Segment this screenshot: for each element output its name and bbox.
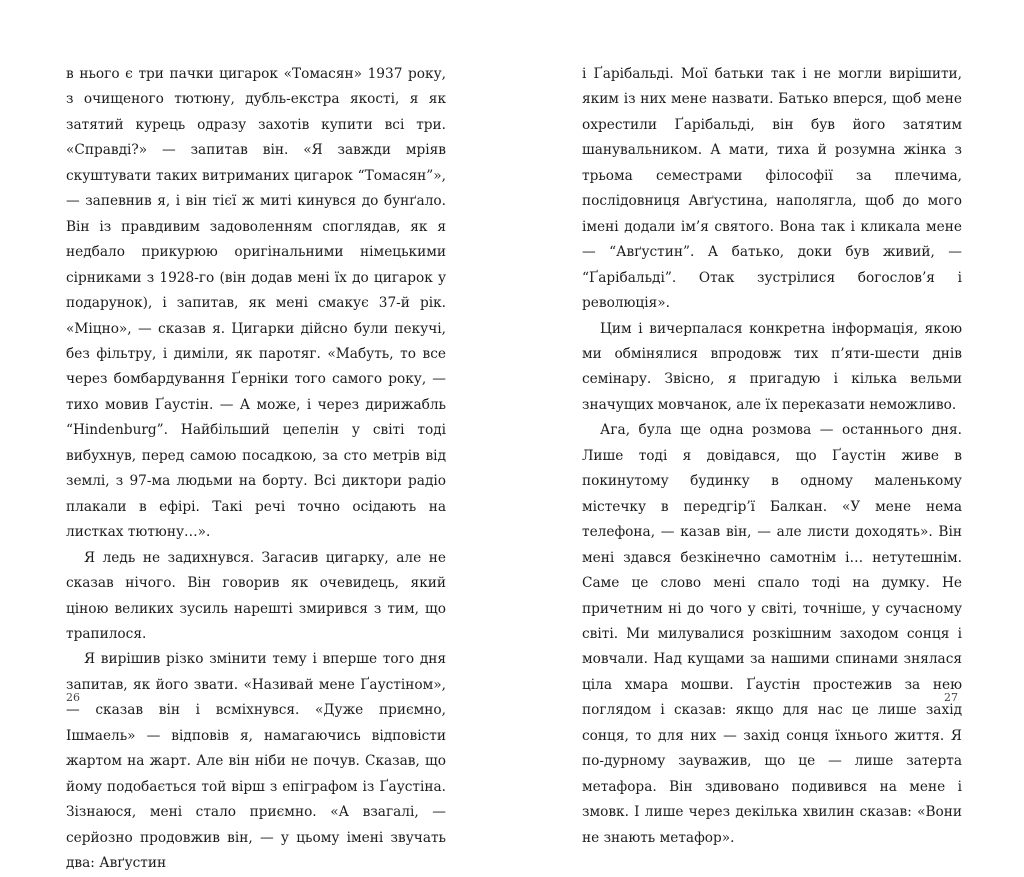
- right-paragraph-2: Цим і вичерпалася конкретна інформація, якою ми обмінялися впродовж тих п’яти-шести днів семінару. Звісно, я пригадую і кілька вельми значущих мовчанок, але їх переказати неможливо.: [582, 320, 962, 413]
- right-paragraph-3: Ага, була ще одна розмова — останнього дня. Лише тоді я довідався, що Ґаустін живе в покинутому будинку в одному маленькому містечку в передгір’ї Балкан. «У мене нема телефона, — казав він, — але листи доходять». Він мені здався безкінечно самотнім і… нетутешнім. Саме це слово мені спало тоді на думку. Не причетним ні до чого у світі, точніше, у сучасному світі. Ми милувалися розкішним заходом сонця і мовчали. Над кущами за нашими спинами знялася ціла хмара мошви. Ґаустін простежив за нею поглядом і сказав: якщо для нас це лише захід сонця, то для них — захід сонця їхнього життя. Я по-дурному зауважив, що це — лише затерта метафора. Він здивовано подивився на мене і змовк. І лише через декілька хвилин сказав: «Вони не знають метафор».: [582, 422, 962, 846]
- left-page-number: 26: [66, 691, 80, 704]
- left-paragraph-3: Я вирішив різко змінити тему і вперше того дня запитав, як його звати. «Називай мене Ґаустіном», — сказав він і всміхнувся. «Дуже приємно, Ішмаель» — відповів я, намагаючись відповісти жартом на жарт. Але він ніби не почув. Сказав, що йому подобається той вірш з епіграфом із Ґаустіна. Зізнаюся, мені стало приємно. «А взагалі, — серйозно продовжив він, — у цьому імені звучать два: Авґустин: [66, 651, 446, 872]
- right-page-number: 27: [944, 691, 958, 704]
- right-page: [582, 62, 962, 851]
- left-paragraph-2: Я ледь не задихнувся. Загасив цигарку, але не сказав нічого. Він говорив як очевидець, який ціною великих зусиль нарешті змирився з тим, що трапилося.: [66, 549, 446, 642]
- right-paragraph-1: і Ґарібальді. Мої батьки так і не могли вирішити, яким із них мене назвати. Батько вперся, щоб мене охрестили Ґарібальді, він був його затятим шанувальником. А мати, тиха й розумна жінка з трьома семестрами філософії за плечима, послідовниця Авґустина, наполягла, щоб до мого імені додали ім’я святого. Вона так і кликала мене — “Авґустин”. А батько, доки був живий, — “Ґарібальді”. Отак зустрілися богослов’я і революція».: [582, 66, 962, 312]
- left-page: [66, 62, 446, 877]
- left-paragraph-1: в нього є три пачки цигарок «Томасян» 1937 року, з очищеного тютюну, дубль-екстра якості, я як затятий курець одразу захотів купити всі три. «Справді?» — запитав він. «Я завжди мріяв скуштувати таких витриманих цигарок “Томасян”», — запевнив я, і він тієї ж миті кинувся до бунґало. Він із правдивим задоволенням споглядав, як я недбало прикурюю оригінальними німецькими сірниками з 1928-го (він додав мені їх до цигарок у подарунок), і запитав, як мені смакує 37-й рік. «Міцно», — сказав я. Цигарки дійсно були пекучі, без фільтру, і диміли, як паротяг. «Мабуть, то все через бомбардування Ґерніки того самого року, — тихо мовив Ґаустін. — А може, і через дирижабль “Hindenburg”. Найбільший цепелін у світі тоді вибухнув, перед самою посадкою, за сто метрів від землі, з 97-ма людьми на борту. Всі диктори радіо плакали в ефірі. Такі речі точно осідають на листках тютюну…».: [66, 66, 446, 541]
